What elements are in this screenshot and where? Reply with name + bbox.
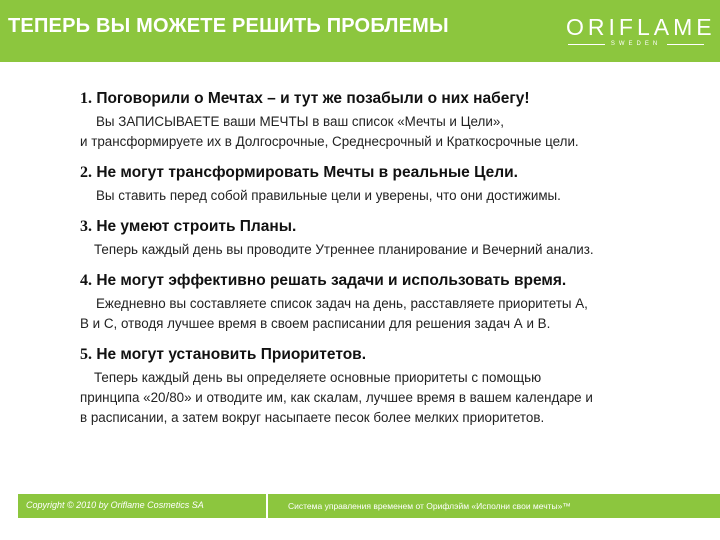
page-title: ТЕПЕРЬ ВЫ МОЖЕТЕ РЕШИТЬ ПРОБЛЕМЫ xyxy=(8,15,449,37)
item-line: в расписании, а затем вокруг насыпаете песок более мелких приоритетов. xyxy=(80,410,545,425)
item-heading-text: Не умеют строить Планы. xyxy=(96,218,297,235)
list-item xyxy=(80,346,700,428)
logo-divider xyxy=(568,44,605,45)
logo-wordmark: ORIFLAME xyxy=(566,14,716,40)
list-item xyxy=(80,218,700,260)
item-heading xyxy=(80,90,700,108)
item-heading xyxy=(80,272,700,290)
list-item xyxy=(80,272,700,334)
list-item xyxy=(80,90,700,152)
list-item xyxy=(80,164,700,206)
item-number: 3. xyxy=(80,218,92,235)
item-number: 5. xyxy=(80,346,92,363)
item-body xyxy=(80,186,700,206)
copyright-text: Copyright © 2010 by Oriflame Cosmetics SA xyxy=(26,500,204,510)
problem-list xyxy=(80,90,700,440)
item-line: принципа «20/80» и отводите им, как скалам, лучшее время в вашем календаре и xyxy=(80,390,593,405)
item-number: 1. xyxy=(80,90,92,107)
footer-divider xyxy=(266,494,268,518)
item-heading-text: Не могут установить Приоритетов. xyxy=(96,346,367,363)
logo-sub-text: SWEDEN xyxy=(610,41,662,47)
item-heading-text: Не могут трансформировать Мечты в реальные Цели. xyxy=(96,164,518,181)
logo-subtitle xyxy=(568,41,704,47)
item-line: Теперь каждый день вы проводите Утреннее планирование и Вечерний анализ. xyxy=(94,242,594,257)
footer-bar xyxy=(18,494,720,518)
item-line: В и С, отводя лучшее время в своем расписании для решения задач А и В. xyxy=(80,316,551,331)
item-line: Вы ставить перед собой правильные цели и уверены, что они достижимы. xyxy=(96,188,561,203)
item-body xyxy=(80,294,700,334)
item-number: 2. xyxy=(80,164,92,181)
item-number: 4. xyxy=(80,272,92,289)
item-heading xyxy=(80,164,700,182)
item-line: Теперь каждый день вы определяете основные приоритеты с помощью xyxy=(94,370,542,385)
item-heading xyxy=(80,218,700,236)
logo-divider xyxy=(667,44,704,45)
item-heading-text: Не могут эффективно решать задачи и использовать время. xyxy=(96,272,567,289)
item-body xyxy=(80,368,700,428)
item-line: Вы ЗАПИСЫВАЕТЕ ваши МЕЧТЫ в ваш список «Мечты и Цели», xyxy=(96,114,505,129)
item-heading-text: Поговорили о Мечтах – и тут же позабыли о них набегу! xyxy=(96,90,530,107)
footer-tagline: Система управления временем от Орифлэйм «Исполни свои мечты»™ xyxy=(288,501,571,511)
item-heading xyxy=(80,346,700,364)
item-line: и трансформируете их в Долгосрочные, Среднесрочный и Краткосрочные цели. xyxy=(80,134,579,149)
item-body xyxy=(80,240,700,260)
item-body xyxy=(80,112,700,152)
item-line: Ежедневно вы составляете список задач на день, расставляете приоритеты А, xyxy=(96,296,588,311)
